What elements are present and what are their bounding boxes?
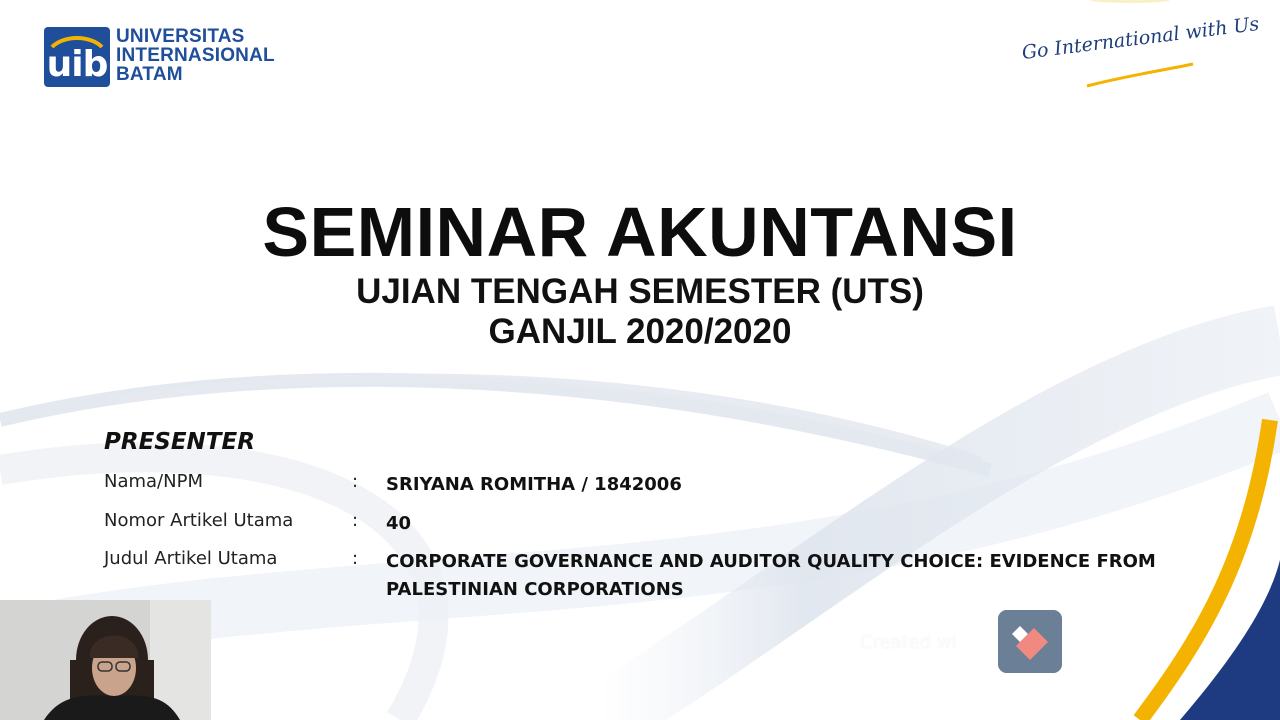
presenter-webcam <box>0 600 211 720</box>
filmora-icon <box>998 610 1062 673</box>
logo-wordmark <box>116 27 275 84</box>
row-colon: : <box>352 548 359 569</box>
row-colon: : <box>352 510 359 531</box>
row-label: Nomor Artikel Utama <box>104 510 294 531</box>
presenter-heading: PRESENTER <box>104 429 255 455</box>
logo-arc-icon <box>50 33 104 49</box>
row-colon: : <box>352 471 359 492</box>
tagline-underline-icon <box>1085 62 1195 88</box>
slide-subtitle-2: GANJIL 2020/2020 <box>488 312 792 351</box>
row-value: 40 <box>386 513 412 534</box>
logo-line-1: UNIVERSITAS <box>116 26 245 47</box>
logo-line-3: BATAM <box>116 64 183 85</box>
row-value-line-2: PALESTINIAN CORPORATIONS <box>386 579 684 600</box>
presenter-webcam-icon <box>0 600 211 720</box>
uib-logo-mark <box>44 27 110 87</box>
university-logo <box>44 27 275 87</box>
watermark-text: Created wi <box>860 632 957 653</box>
tagline: Go International with Us <box>1020 12 1261 64</box>
row-value <box>386 548 1186 604</box>
row-label: Judul Artikel Utama <box>104 548 278 569</box>
slide-subtitle-1: UJIAN TENGAH SEMESTER (UTS) <box>356 272 924 311</box>
slide-title: SEMINAR AKUNTANSI <box>262 193 1018 271</box>
row-label: Nama/NPM <box>104 471 203 492</box>
row-value-line-1: CORPORATE GOVERNANCE AND AUDITOR QUALITY CHOICE: EVIDENCE FROM <box>386 551 1156 572</box>
logo-mark-text: uib <box>46 44 108 85</box>
row-value: SRIYANA ROMITHA / 1842006 <box>386 474 682 495</box>
watermark-logo <box>998 610 1062 673</box>
logo-line-2: INTERNASIONAL <box>116 45 275 66</box>
